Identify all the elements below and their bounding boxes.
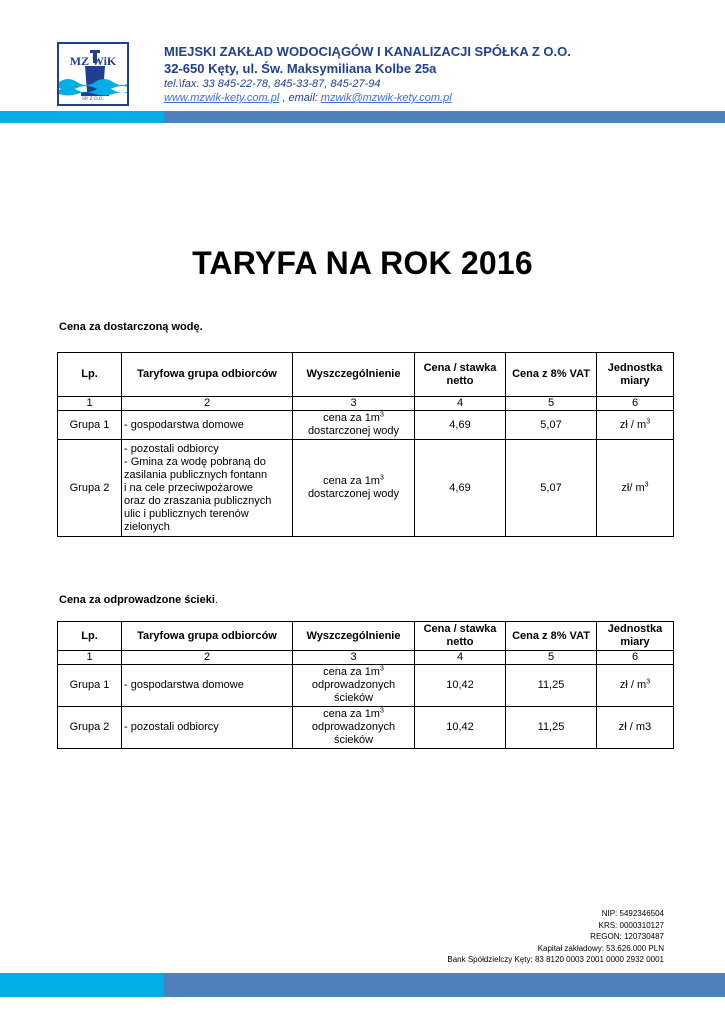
row-spec: cena za $1m^3$ dostarczonej wody — [293, 440, 415, 537]
table-row — [58, 665, 674, 707]
row-group: - pozostali odbiorcy — [122, 707, 293, 749]
header-vat: Cena z 8% VAT — [506, 622, 597, 651]
company-logo — [57, 42, 129, 106]
logo-subtext: SP. Z O.O. — [82, 97, 104, 102]
header-bar-dark-segment — [164, 111, 725, 123]
col-number: 2 — [122, 397, 293, 411]
header-unit: Jednostka miary — [597, 622, 674, 651]
row-lp: Grupa 1 — [58, 665, 122, 707]
table-header-row — [58, 622, 674, 651]
row-spec: cena za $1m^3$ dostarczonej wody — [293, 411, 415, 440]
table-header-row — [58, 353, 674, 397]
nip-number: NIP: 5492346504 — [601, 909, 664, 918]
header-lp: Lp. — [58, 353, 122, 397]
email-separator: , email: — [279, 92, 321, 104]
row-unit: zł / m3 — [597, 707, 674, 749]
header-color-bar — [0, 111, 725, 123]
col-number: 5 — [506, 397, 597, 411]
row-unit: zł / $m^3$ — [597, 665, 674, 707]
col-number: 3 — [293, 397, 415, 411]
sewage-price-caption: Cena za odprowadzone ścieki. — [59, 594, 218, 606]
header-vat: Cena z 8% VAT — [506, 353, 597, 397]
row-vat-price: 5,07 — [506, 440, 597, 537]
col-number: 4 — [415, 651, 506, 665]
water-price-caption: Cena za dostarczoną wodę. — [59, 321, 203, 333]
header-bar-light-segment — [0, 111, 164, 123]
header-group: Taryfowa grupa odbiorców — [122, 622, 293, 651]
row-net-price: 10,42 — [415, 707, 506, 749]
company-phones: tel.\fax. 33 845-22-78, 845-33-87, 845-27-94 — [164, 78, 381, 90]
column-number-row — [58, 397, 674, 411]
col-number: 2 — [122, 651, 293, 665]
letterhead — [164, 44, 704, 105]
column-number-row — [58, 651, 674, 665]
company-registration-info — [447, 908, 664, 966]
header-group: Taryfowa grupa odbiorców — [122, 353, 293, 397]
footer-color-bar — [0, 973, 725, 997]
col-number: 4 — [415, 397, 506, 411]
header-spec: Wyszczególnienie — [293, 353, 415, 397]
row-vat-price: 5,07 — [506, 411, 597, 440]
share-capital: Kapitał zakładowy: 53.626.000 PLN — [537, 943, 664, 953]
row-vat-price: 11,25 — [506, 665, 597, 707]
bank-account: Bank Spółdzielczy Kęty: 83 8120 0003 2001 0000 2932 0001 — [447, 955, 664, 964]
row-net-price: 4,69 — [415, 411, 506, 440]
row-spec: cena za $1m^3$ odprowadzonych ścieków — [293, 665, 415, 707]
email-link[interactable]: mzwik@mzwik-kety.com.pl — [320, 92, 452, 104]
sewage-tariff-table — [57, 621, 674, 749]
company-name: MIEJSKI ZAKŁAD WODOCIĄGÓW I KANALIZACJI SPÓŁKA Z O.O. — [164, 44, 571, 59]
krs-number: KRS: 0000310127 — [598, 920, 664, 930]
col-number: 1 — [58, 651, 122, 665]
document-title: TARYFA NA ROK 2016 — [192, 245, 533, 281]
col-number: 1 — [58, 397, 122, 411]
row-unit: zł / $m^3$ — [597, 411, 674, 440]
header-net: Cena / stawka netto — [415, 353, 506, 397]
row-net-price: 4,69 — [415, 440, 506, 537]
header-lp: Lp. — [58, 622, 122, 651]
row-lp: Grupa 2 — [58, 440, 122, 537]
row-unit: zł/ $m^3$ — [597, 440, 674, 537]
row-group: - gospodarstwa domowe — [122, 665, 293, 707]
row-lp: Grupa 1 — [58, 411, 122, 440]
water-tariff-table — [57, 352, 674, 537]
footer-bar-light-segment — [0, 973, 164, 997]
header-spec: Wyszczególnienie — [293, 622, 415, 651]
row-lp: Grupa 2 — [58, 707, 122, 749]
col-number: 5 — [506, 651, 597, 665]
col-number: 6 — [597, 397, 674, 411]
company-contact-links — [164, 91, 704, 105]
row-spec: cena za $1m^3$ odprowadzonych ścieków — [293, 707, 415, 749]
row-vat-price: 11,25 — [506, 707, 597, 749]
footer-bar-dark-segment — [164, 973, 725, 997]
header-unit: Jednostka miary — [597, 353, 674, 397]
table-row — [58, 440, 674, 537]
website-link[interactable]: www.mzwik-kety.com.pl — [164, 92, 280, 104]
col-number: 3 — [293, 651, 415, 665]
table-row — [58, 411, 674, 440]
row-net-price: 10,42 — [415, 665, 506, 707]
col-number: 6 — [597, 651, 674, 665]
row-group: - pozostali odbiorcy - Gmina za wodę pobraną do zasilania publicznych fontann i na cele przeciwpożarowe oraz do zraszania publicznych ulic i publicznych terenów zielonych — [122, 440, 293, 537]
row-group: - gospodarstwa domowe — [122, 411, 293, 440]
regon-number: REGON: 120730487 — [590, 932, 664, 941]
company-address: 32-650 Kęty, ul. Św. Maksymiliana Kolbe 25a — [164, 61, 437, 76]
table-row — [58, 707, 674, 749]
header-net: Cena / stawka netto — [415, 622, 506, 651]
logo-text: MZ WiK — [69, 54, 117, 68]
